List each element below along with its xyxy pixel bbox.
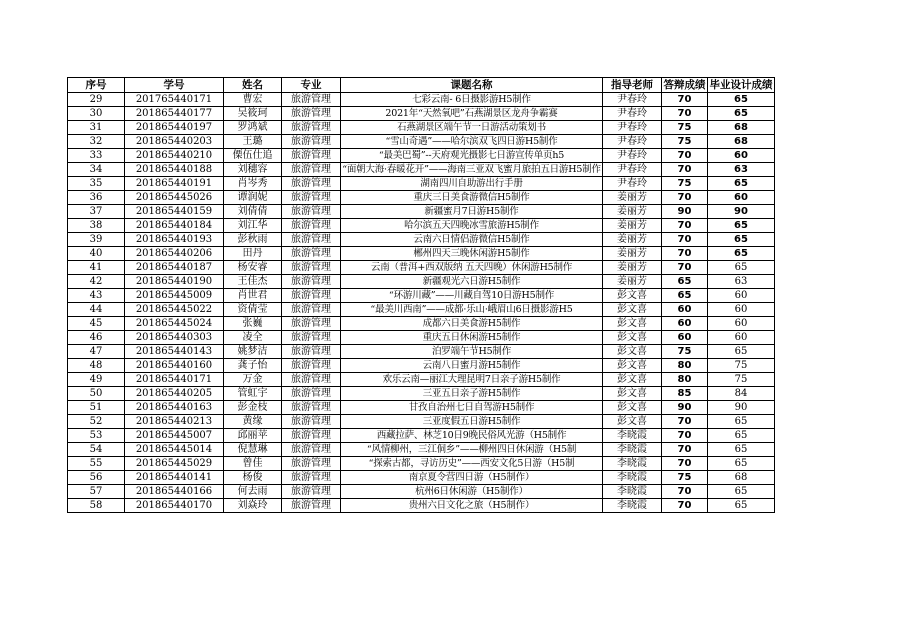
header-defense-score: 答辩成绩 [663,78,706,91]
advisor-cell: 尹春玲 [603,93,662,107]
student-id-cell: 201865445024 [125,317,224,331]
final-score-cell: 63 [708,163,775,177]
final-score-cell: 65 [708,219,775,233]
student-id-cell: 201865440187 [125,261,224,275]
defense-score-cell: 70 [662,415,708,429]
major-cell: 旅游管理 [282,275,341,289]
student-id-cell: 201865440191 [125,177,224,191]
major-cell: 旅游管理 [282,177,341,191]
name-cell: 张巍 [224,317,282,331]
advisor-cell: 尹春玲 [603,163,662,177]
topic-cell: 泊罗端午节H5制作 [341,345,603,359]
advisor-cell: 尹春玲 [603,121,662,135]
advisor-cell: 李晓霞 [603,429,662,443]
student-id-cell: 201865440210 [125,149,224,163]
table-row [68,345,775,359]
table-row [68,135,775,149]
index-cell: 55 [68,457,125,471]
table-row [68,331,775,345]
defense-score-cell: 70 [662,457,708,471]
header-name: 姓名 [224,78,282,93]
student-id-cell: 201865440188 [125,163,224,177]
student-id-cell: 201865440213 [125,415,224,429]
topic-cell: 哈尔滨五天四晚冰雪旅游H5制作 [341,219,603,233]
major-cell: 旅游管理 [282,429,341,443]
table-row [68,149,775,163]
table-row [68,191,775,205]
advisor-cell: 李晓霞 [603,485,662,499]
advisor-cell: 李晓霞 [603,471,662,485]
table-row [68,401,775,415]
student-id-cell: 201865440190 [125,275,224,289]
topic-cell: 云南六日情侣游微信H5制作 [341,233,603,247]
name-cell: 万金 [224,373,282,387]
name-cell: 倪慧琳 [224,443,282,457]
student-id-cell: 201865440159 [125,205,224,219]
major-cell: 旅游管理 [282,373,341,387]
advisor-cell: 尹春玲 [603,107,662,121]
major-cell: 旅游管理 [282,443,341,457]
final-score-cell: 75 [708,359,775,373]
index-cell: 36 [68,191,125,205]
topic-cell: “雪山奇遇”——哈尔滨双飞四日游H5制作 [341,135,603,149]
student-id-cell: 201865445009 [125,289,224,303]
table-row [68,485,775,499]
name-cell: 龚子怡 [224,359,282,373]
topic-cell: 2021年“天然氧吧”石燕湖景区龙舟争霸赛 [341,107,603,121]
topic-cell: 西藏拉萨、林芝10日9晚民俗风光游（H5制作 [341,429,603,443]
name-cell: 罗鸿斌 [224,121,282,135]
defense-score-cell: 70 [662,499,708,513]
student-id-cell: 201865440166 [125,485,224,499]
student-id-cell: 201865440177 [125,107,224,121]
advisor-cell: 彭文喜 [603,415,662,429]
topic-cell: “面朝大海·春暖花开”——海南三亚双飞蜜月旅拍五日游H5制作 [342,164,601,175]
student-id-cell: 201865440193 [125,233,224,247]
index-cell: 46 [68,331,125,345]
index-cell: 31 [68,121,125,135]
topic-cell: 甘孜自治州七日自驾游H5制作 [341,401,603,415]
table-row [68,121,775,135]
topic-cell: 三亚五日亲子游H5制作 [341,387,603,401]
name-cell: 姚梦洁 [224,345,282,359]
name-cell: 曹宏 [224,93,282,107]
defense-score-cell: 70 [662,107,708,121]
table-row [68,163,775,177]
final-score-cell: 65 [708,261,775,275]
index-cell: 34 [68,163,125,177]
name-cell: 刘焱玲 [224,499,282,513]
index-cell: 38 [68,219,125,233]
advisor-cell: 彭文喜 [603,289,662,303]
major-cell: 旅游管理 [282,317,341,331]
header-advisor: 指导老师 [603,78,662,93]
advisor-cell: 彭文喜 [603,331,662,345]
index-cell: 41 [68,261,125,275]
major-cell: 旅游管理 [282,457,341,471]
index-cell: 30 [68,107,125,121]
major-cell: 旅游管理 [282,191,341,205]
index-cell: 42 [68,275,125,289]
topic-cell: 郴州四天三晚休闲游H5制作 [341,247,603,261]
advisor-cell: 姜丽芳 [603,247,662,261]
index-cell: 32 [68,135,125,149]
defense-score-cell: 75 [662,471,708,485]
student-id-cell: 201865445029 [125,457,224,471]
defense-score-cell: 70 [662,93,708,107]
defense-score-cell: 70 [662,247,708,261]
defense-score-cell: 70 [662,485,708,499]
name-cell: 凌全 [224,331,282,345]
index-cell: 56 [68,471,125,485]
table-row [68,429,775,443]
defense-score-cell: 60 [662,303,708,317]
final-score-cell: 65 [708,177,775,191]
table-row [68,471,775,485]
table-row [68,387,775,401]
student-id-cell: 201865440170 [125,499,224,513]
major-cell: 旅游管理 [282,289,341,303]
advisor-cell: 姜丽芳 [603,261,662,275]
defense-score-cell: 70 [662,429,708,443]
header-row [68,78,775,93]
final-score-cell: 65 [708,499,775,513]
advisor-cell: 李晓霞 [603,457,662,471]
topic-cell: “风情柳州，三江侗乡”——柳州四日休闲游（H5制 [341,443,603,457]
table-row [68,499,775,513]
topic-cell: 三亚度假五日游H5制作 [341,415,603,429]
name-cell: 傈伍仕追 [224,149,282,163]
advisor-cell: 彭文喜 [603,345,662,359]
index-cell: 53 [68,429,125,443]
name-cell: 肖岑秀 [224,177,282,191]
defense-score-cell: 70 [662,261,708,275]
final-score-cell: 68 [708,121,775,135]
student-id-cell: 201865440206 [125,247,224,261]
student-id-cell: 201865445014 [125,443,224,457]
defense-score-cell: 70 [662,191,708,205]
advisor-cell: 姜丽芳 [603,191,662,205]
table-row [68,261,775,275]
final-score-cell: 65 [708,107,775,121]
final-score-cell: 65 [708,93,775,107]
defense-score-cell: 60 [662,317,708,331]
name-cell: 杨俊 [224,471,282,485]
topic-cell: “探索古都，寻访历史”——西安文化5日游（H5制 [341,457,603,471]
defense-score-cell: 70 [662,219,708,233]
major-cell: 旅游管理 [282,345,341,359]
topic-cell: 成都六日美食游H5制作 [341,317,603,331]
topic-cell: 南京夏令营四日游（H5制作） [341,471,603,485]
advisor-cell: 尹春玲 [603,149,662,163]
advisor-cell: 彭文喜 [603,303,662,317]
final-score-cell: 65 [708,485,775,499]
final-score-cell: 65 [708,415,775,429]
name-cell: 邱丽苹 [224,429,282,443]
name-cell: 刘穗容 [224,163,282,177]
major-cell: 旅游管理 [282,219,341,233]
name-cell: 资倩莹 [224,303,282,317]
major-cell: 旅游管理 [282,93,341,107]
name-cell: 黄缘 [224,415,282,429]
advisor-cell: 李晓霞 [603,443,662,457]
defense-score-cell: 90 [662,205,708,219]
name-cell: 刘江华 [224,219,282,233]
table-row [68,93,775,107]
name-cell: 管虹宇 [224,387,282,401]
advisor-cell: 尹春玲 [603,177,662,191]
advisor-cell: 李晓霞 [603,499,662,513]
table-row [68,415,775,429]
topic-cell: 欢乐云南—丽江大理昆明7日亲子游H5制作 [341,373,603,387]
final-score-cell: 65 [708,233,775,247]
index-cell: 45 [68,317,125,331]
table-row [68,359,775,373]
final-score-cell: 60 [708,331,775,345]
name-cell: 谭润妮 [224,191,282,205]
name-cell: 肖世君 [224,289,282,303]
index-cell: 50 [68,387,125,401]
defense-score-cell: 70 [662,149,708,163]
table-row [68,373,775,387]
defense-score-cell: 75 [662,121,708,135]
defense-score-cell: 60 [662,331,708,345]
student-id-cell: 201865440171 [125,373,224,387]
advisor-cell: 姜丽芳 [603,205,662,219]
major-cell: 旅游管理 [282,401,341,415]
major-cell: 旅游管理 [282,331,341,345]
final-score-cell: 63 [708,275,775,289]
major-cell: 旅游管理 [282,415,341,429]
major-cell: 旅游管理 [282,233,341,247]
table-row [68,247,775,261]
index-cell: 44 [68,303,125,317]
topic-cell: “环游川藏”——川藏自驾10日游H5制作 [341,289,603,303]
topic-cell: 新疆观光六日游H5制作 [341,275,603,289]
major-cell: 旅游管理 [282,121,341,135]
index-cell: 54 [68,443,125,457]
table-row [68,205,775,219]
final-score-cell: 68 [708,135,775,149]
index-cell: 47 [68,345,125,359]
advisor-cell: 彭文喜 [603,373,662,387]
student-id-cell: 201865445026 [125,191,224,205]
topic-cell: 重庆五日休闲游H5制作 [341,331,603,345]
advisor-cell: 姜丽芳 [603,275,662,289]
index-cell: 33 [68,149,125,163]
student-id-cell: 201865440184 [125,219,224,233]
topic-cell: “最美川西南”——成都·乐山·峨眉山6日摄影游H5 [341,303,603,317]
student-id-cell: 201865440203 [125,135,224,149]
defense-score-cell: 80 [662,359,708,373]
student-id-cell: 201865440197 [125,121,224,135]
defense-score-cell: 80 [662,373,708,387]
student-id-cell: 201865440141 [125,471,224,485]
index-cell: 43 [68,289,125,303]
defense-score-cell: 75 [662,345,708,359]
topic-cell: 重庆三日美食游微信H5制作 [341,191,603,205]
major-cell: 旅游管理 [282,205,341,219]
table-row [68,233,775,247]
defense-score-cell: 70 [662,443,708,457]
index-cell: 29 [68,93,125,107]
defense-score-cell: 65 [662,289,708,303]
advisor-cell: 姜丽芳 [603,219,662,233]
final-score-cell: 90 [708,401,775,415]
header-index: 序号 [68,78,125,93]
major-cell: 旅游管理 [282,163,341,177]
final-score-cell: 60 [708,303,775,317]
index-cell: 39 [68,233,125,247]
grades-table [67,77,775,513]
table-row [68,177,775,191]
final-score-cell: 60 [708,289,775,303]
table-row [68,275,775,289]
defense-score-cell: 85 [662,387,708,401]
table-row [68,107,775,121]
defense-score-cell: 70 [662,163,708,177]
name-cell: 杨安睿 [224,261,282,275]
major-cell: 旅游管理 [282,107,341,121]
final-score-cell: 75 [708,373,775,387]
index-cell: 58 [68,499,125,513]
table-row [68,443,775,457]
major-cell: 旅游管理 [282,247,341,261]
major-cell: 旅游管理 [282,499,341,513]
index-cell: 40 [68,247,125,261]
advisor-cell: 彭文喜 [603,359,662,373]
student-id-cell: 201865445022 [125,303,224,317]
topic-cell: 贵州六日文化之旅（H5制作） [341,499,603,513]
table-row [68,289,775,303]
final-score-cell: 60 [708,317,775,331]
index-cell: 57 [68,485,125,499]
topic-cell: 新疆蜜月7日游H5制作 [341,205,603,219]
header-topic: 课题名称 [341,78,603,93]
index-cell: 49 [68,373,125,387]
major-cell: 旅游管理 [282,359,341,373]
topic-cell: 石燕湖景区端午节一日游活动策划书 [341,121,603,135]
advisor-cell: 姜丽芳 [603,233,662,247]
defense-score-cell: 70 [662,233,708,247]
final-score-cell: 65 [708,443,775,457]
advisor-cell: 尹春玲 [603,135,662,149]
student-id-cell: 201865440205 [125,387,224,401]
advisor-cell: 彭文喜 [603,317,662,331]
index-cell: 51 [68,401,125,415]
topic-cell: 云南（普洱+西双版纳 五天四晚）休闲游H5制作 [341,261,603,275]
major-cell: 旅游管理 [282,303,341,317]
final-score-cell: 65 [708,429,775,443]
final-score-cell: 90 [708,205,775,219]
table-row [68,303,775,317]
student-id-cell: 201865445007 [125,429,224,443]
index-cell: 37 [68,205,125,219]
name-cell: 吴筱珂 [224,107,282,121]
advisor-cell: 彭文喜 [603,387,662,401]
major-cell: 旅游管理 [282,135,341,149]
topic-cell: 云南八日蜜月游H5制作 [341,359,603,373]
student-id-cell: 201865440163 [125,401,224,415]
name-cell: 何去雨 [224,485,282,499]
header-major: 专业 [282,78,341,93]
student-id-cell: 201865440143 [125,345,224,359]
final-score-cell: 60 [708,191,775,205]
table-row [68,317,775,331]
defense-score-cell: 90 [662,401,708,415]
topic-cell: “最美巴蜀”--天府观光摄影七日游宣传单页h5 [341,149,603,163]
major-cell: 旅游管理 [282,485,341,499]
final-score-cell: 60 [708,149,775,163]
defense-score-cell: 75 [662,135,708,149]
index-cell: 35 [68,177,125,191]
topic-cell: 杭州6日休闲游（H5制作） [341,485,603,499]
index-cell: 48 [68,359,125,373]
final-score-cell: 65 [708,247,775,261]
major-cell: 旅游管理 [282,471,341,485]
name-cell: 刘倩倩 [224,205,282,219]
final-score-cell: 68 [708,471,775,485]
table-row [68,457,775,471]
defense-score-cell: 65 [662,275,708,289]
student-id-cell: 201865440303 [125,331,224,345]
table-row [68,219,775,233]
name-cell: 王佳杰 [224,275,282,289]
name-cell: 彭秋雨 [224,233,282,247]
topic-cell: 湖南四川自助游出行手册 [341,177,603,191]
major-cell: 旅游管理 [282,387,341,401]
name-cell: 王璐 [224,135,282,149]
name-cell: 曾佳 [224,457,282,471]
final-score-cell: 65 [708,345,775,359]
topic-cell: 七彩云南- 6日摄影游H5制作 [341,93,603,107]
advisor-cell: 彭文喜 [603,401,662,415]
header-student-id: 学号 [125,78,224,93]
name-cell: 田丹 [224,247,282,261]
final-score-cell: 65 [708,457,775,471]
student-id-cell: 201765440171 [125,93,224,107]
header-final-score: 毕业设计成绩 [709,78,773,91]
major-cell: 旅游管理 [282,149,341,163]
major-cell: 旅游管理 [282,261,341,275]
defense-score-cell: 75 [662,177,708,191]
name-cell: 彭金枝 [224,401,282,415]
final-score-cell: 84 [708,387,775,401]
index-cell: 52 [68,415,125,429]
student-id-cell: 201865440160 [125,359,224,373]
